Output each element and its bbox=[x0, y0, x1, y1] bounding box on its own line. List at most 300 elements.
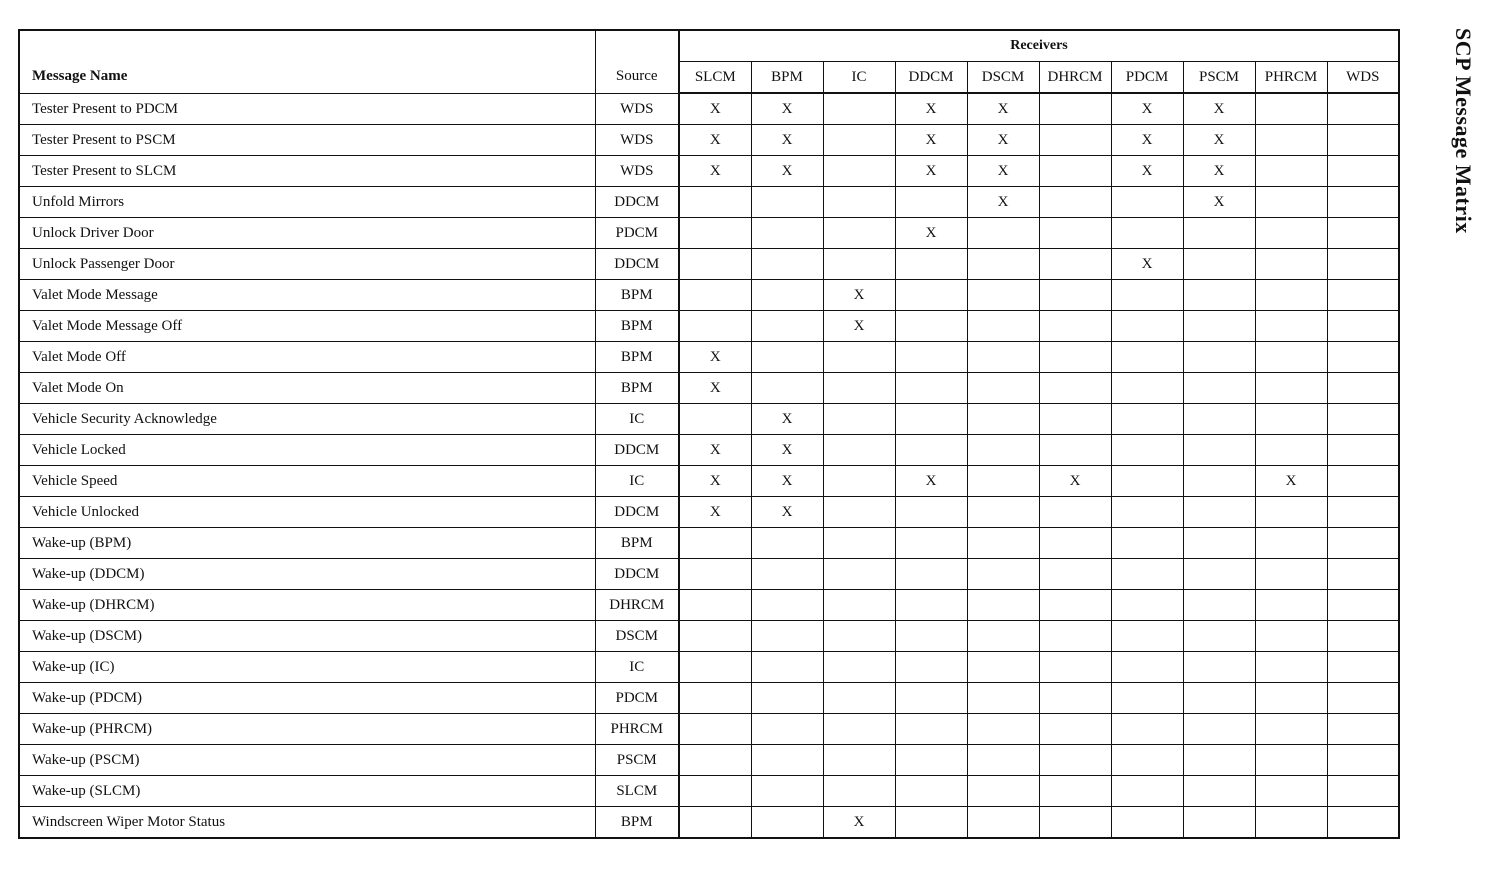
receiver-mark-cell bbox=[823, 776, 895, 807]
receiver-mark-cell bbox=[751, 311, 823, 342]
receiver-mark-cell: X bbox=[751, 156, 823, 187]
receiver-mark-cell bbox=[1327, 683, 1399, 714]
table-row bbox=[19, 807, 1399, 839]
receiver-mark-cell bbox=[751, 342, 823, 373]
receiver-mark-cell bbox=[967, 466, 1039, 497]
receiver-mark-cell bbox=[1327, 621, 1399, 652]
receiver-mark-cell: X bbox=[1111, 156, 1183, 187]
receiver-mark-cell bbox=[823, 373, 895, 404]
receiver-mark-cell bbox=[1111, 342, 1183, 373]
receiver-mark-cell bbox=[679, 218, 751, 249]
receiver-mark-cell: X bbox=[679, 373, 751, 404]
receiver-mark-cell bbox=[895, 311, 967, 342]
receiver-mark-cell bbox=[967, 280, 1039, 311]
receiver-mark-cell bbox=[1111, 280, 1183, 311]
receiver-mark-cell bbox=[1111, 404, 1183, 435]
receiver-mark-cell: X bbox=[1183, 187, 1255, 218]
receiver-header-bpm: BPM bbox=[751, 62, 823, 94]
table-row bbox=[19, 714, 1399, 745]
receiver-mark-cell bbox=[1255, 776, 1327, 807]
receiver-mark-cell bbox=[1327, 218, 1399, 249]
receiver-mark-cell: X bbox=[1183, 156, 1255, 187]
receiver-mark-cell: X bbox=[967, 156, 1039, 187]
receiver-mark-cell bbox=[1111, 745, 1183, 776]
receiver-mark-cell bbox=[1327, 807, 1399, 839]
message-name-cell: Unfold Mirrors bbox=[19, 187, 595, 218]
receiver-mark-cell bbox=[967, 311, 1039, 342]
receiver-mark-cell bbox=[823, 218, 895, 249]
message-name-cell: Unlock Passenger Door bbox=[19, 249, 595, 280]
table-row bbox=[19, 311, 1399, 342]
receiver-mark-cell bbox=[895, 435, 967, 466]
receiver-mark-cell bbox=[1183, 249, 1255, 280]
receiver-mark-cell bbox=[751, 683, 823, 714]
receiver-mark-cell bbox=[1327, 652, 1399, 683]
table-row bbox=[19, 528, 1399, 559]
receiver-mark-cell bbox=[823, 714, 895, 745]
receiver-mark-cell bbox=[1039, 280, 1111, 311]
receiver-mark-cell bbox=[1183, 497, 1255, 528]
receiver-mark-cell bbox=[823, 435, 895, 466]
receiver-mark-cell bbox=[679, 187, 751, 218]
receiver-mark-cell bbox=[823, 342, 895, 373]
receiver-mark-cell: X bbox=[895, 466, 967, 497]
receiver-mark-cell: X bbox=[1111, 249, 1183, 280]
receiver-mark-cell bbox=[1255, 156, 1327, 187]
receiver-mark-cell: X bbox=[1111, 125, 1183, 156]
message-name-cell: Tester Present to PDCM bbox=[19, 93, 595, 125]
receiver-mark-cell bbox=[967, 590, 1039, 621]
receiver-mark-cell bbox=[1039, 125, 1111, 156]
message-name-cell: Vehicle Unlocked bbox=[19, 497, 595, 528]
receiver-mark-cell bbox=[679, 683, 751, 714]
receiver-mark-cell bbox=[1255, 218, 1327, 249]
receiver-mark-cell bbox=[895, 404, 967, 435]
receiver-mark-cell bbox=[751, 559, 823, 590]
message-name-cell: Unlock Driver Door bbox=[19, 218, 595, 249]
receiver-mark-cell bbox=[967, 714, 1039, 745]
table-row bbox=[19, 683, 1399, 714]
receiver-mark-cell bbox=[1327, 466, 1399, 497]
source-cell: DDCM bbox=[595, 497, 679, 528]
receiver-mark-cell bbox=[1327, 125, 1399, 156]
receiver-mark-cell bbox=[1183, 683, 1255, 714]
receiver-mark-cell: X bbox=[679, 435, 751, 466]
receiver-mark-cell bbox=[1039, 249, 1111, 280]
receiver-mark-cell bbox=[1039, 497, 1111, 528]
receiver-mark-cell bbox=[1039, 435, 1111, 466]
source-header: Source bbox=[595, 30, 679, 93]
receiver-mark-cell bbox=[1327, 280, 1399, 311]
receiver-mark-cell bbox=[1039, 404, 1111, 435]
receiver-mark-cell bbox=[679, 621, 751, 652]
receiver-mark-cell bbox=[1183, 559, 1255, 590]
source-cell: PHRCM bbox=[595, 714, 679, 745]
receiver-mark-cell bbox=[1039, 218, 1111, 249]
receiver-mark-cell bbox=[751, 776, 823, 807]
table-row bbox=[19, 249, 1399, 280]
source-cell: BPM bbox=[595, 528, 679, 559]
source-cell: IC bbox=[595, 652, 679, 683]
receiver-mark-cell: X bbox=[679, 497, 751, 528]
receiver-mark-cell bbox=[1255, 311, 1327, 342]
receiver-mark-cell bbox=[895, 187, 967, 218]
receiver-mark-cell bbox=[967, 652, 1039, 683]
receiver-mark-cell bbox=[1255, 528, 1327, 559]
receiver-mark-cell bbox=[751, 714, 823, 745]
receiver-mark-cell: X bbox=[679, 466, 751, 497]
table-row bbox=[19, 218, 1399, 249]
receiver-mark-cell bbox=[967, 683, 1039, 714]
table-row bbox=[19, 93, 1399, 125]
table-row bbox=[19, 125, 1399, 156]
message-name-cell: Tester Present to SLCM bbox=[19, 156, 595, 187]
receiver-mark-cell bbox=[1327, 528, 1399, 559]
receiver-mark-cell bbox=[895, 497, 967, 528]
receiver-mark-cell bbox=[1183, 776, 1255, 807]
receiver-header-ic: IC bbox=[823, 62, 895, 94]
receiver-mark-cell: X bbox=[679, 156, 751, 187]
receiver-mark-cell bbox=[1039, 683, 1111, 714]
source-cell: WDS bbox=[595, 93, 679, 125]
source-cell: PSCM bbox=[595, 745, 679, 776]
receiver-mark-cell bbox=[895, 621, 967, 652]
receiver-mark-cell bbox=[1255, 683, 1327, 714]
receiver-mark-cell bbox=[1183, 714, 1255, 745]
table-row bbox=[19, 621, 1399, 652]
receiver-header-dscm: DSCM bbox=[967, 62, 1039, 94]
receiver-mark-cell bbox=[1039, 93, 1111, 125]
source-cell: IC bbox=[595, 466, 679, 497]
message-name-header: Message Name bbox=[19, 30, 595, 93]
receiver-mark-cell bbox=[1111, 590, 1183, 621]
source-cell: WDS bbox=[595, 156, 679, 187]
receiver-mark-cell bbox=[823, 745, 895, 776]
receiver-mark-cell bbox=[1039, 559, 1111, 590]
receiver-mark-cell: X bbox=[967, 125, 1039, 156]
receiver-mark-cell bbox=[1039, 187, 1111, 218]
receiver-mark-cell bbox=[1111, 807, 1183, 839]
receiver-mark-cell bbox=[967, 249, 1039, 280]
receiver-mark-cell bbox=[895, 776, 967, 807]
receiver-header-pscm: PSCM bbox=[1183, 62, 1255, 94]
source-cell: DDCM bbox=[595, 187, 679, 218]
receiver-mark-cell bbox=[1327, 497, 1399, 528]
message-name-cell: Wake-up (BPM) bbox=[19, 528, 595, 559]
receiver-mark-cell bbox=[1327, 776, 1399, 807]
receiver-header-ddcm: DDCM bbox=[895, 62, 967, 94]
table-row bbox=[19, 342, 1399, 373]
source-cell: SLCM bbox=[595, 776, 679, 807]
receiver-mark-cell bbox=[1111, 435, 1183, 466]
message-name-cell: Windscreen Wiper Motor Status bbox=[19, 807, 595, 839]
receiver-mark-cell bbox=[751, 807, 823, 839]
message-name-cell: Wake-up (PSCM) bbox=[19, 745, 595, 776]
receiver-mark-cell bbox=[1111, 621, 1183, 652]
message-name-cell: Vehicle Speed bbox=[19, 466, 595, 497]
message-name-cell: Wake-up (DSCM) bbox=[19, 621, 595, 652]
receiver-mark-cell bbox=[1183, 311, 1255, 342]
message-name-cell: Vehicle Security Acknowledge bbox=[19, 404, 595, 435]
receiver-mark-cell bbox=[823, 93, 895, 125]
receiver-mark-cell bbox=[679, 404, 751, 435]
receiver-mark-cell: X bbox=[751, 435, 823, 466]
receiver-mark-cell bbox=[823, 528, 895, 559]
receiver-mark-cell: X bbox=[823, 280, 895, 311]
receiver-mark-cell bbox=[679, 590, 751, 621]
table-row bbox=[19, 497, 1399, 528]
receiver-mark-cell bbox=[1255, 125, 1327, 156]
receiver-mark-cell bbox=[1039, 807, 1111, 839]
receiver-mark-cell bbox=[895, 590, 967, 621]
receiver-mark-cell bbox=[967, 621, 1039, 652]
receiver-mark-cell bbox=[823, 621, 895, 652]
receiver-mark-cell bbox=[751, 652, 823, 683]
receiver-mark-cell bbox=[679, 714, 751, 745]
receiver-mark-cell bbox=[823, 249, 895, 280]
source-cell: DSCM bbox=[595, 621, 679, 652]
receiver-mark-cell bbox=[1183, 590, 1255, 621]
receiver-mark-cell: X bbox=[895, 218, 967, 249]
table-row bbox=[19, 373, 1399, 404]
receiver-mark-cell: X bbox=[751, 93, 823, 125]
receiver-mark-cell bbox=[823, 466, 895, 497]
receiver-mark-cell bbox=[1183, 342, 1255, 373]
receiver-mark-cell bbox=[895, 280, 967, 311]
receiver-mark-cell bbox=[823, 187, 895, 218]
receiver-mark-cell bbox=[1039, 528, 1111, 559]
receiver-mark-cell bbox=[1111, 776, 1183, 807]
receiver-mark-cell bbox=[1039, 776, 1111, 807]
receiver-mark-cell bbox=[967, 776, 1039, 807]
receiver-mark-cell: X bbox=[1111, 93, 1183, 125]
receiver-mark-cell bbox=[1183, 745, 1255, 776]
receiver-mark-cell bbox=[1327, 404, 1399, 435]
receiver-mark-cell bbox=[1111, 714, 1183, 745]
receiver-mark-cell bbox=[967, 218, 1039, 249]
receiver-mark-cell bbox=[1111, 311, 1183, 342]
receiver-mark-cell bbox=[823, 125, 895, 156]
receiver-mark-cell bbox=[1255, 404, 1327, 435]
source-cell: DDCM bbox=[595, 435, 679, 466]
receiver-mark-cell: X bbox=[1255, 466, 1327, 497]
receiver-mark-cell bbox=[895, 528, 967, 559]
receiver-header-slcm: SLCM bbox=[679, 62, 751, 94]
receiver-mark-cell bbox=[967, 559, 1039, 590]
receiver-mark-cell bbox=[895, 373, 967, 404]
receiver-mark-cell bbox=[1183, 404, 1255, 435]
receiver-mark-cell bbox=[1183, 807, 1255, 839]
receiver-mark-cell bbox=[751, 528, 823, 559]
table-row bbox=[19, 745, 1399, 776]
source-cell: DHRCM bbox=[595, 590, 679, 621]
receiver-mark-cell bbox=[1327, 590, 1399, 621]
receiver-mark-cell bbox=[1255, 373, 1327, 404]
receiver-mark-cell bbox=[967, 404, 1039, 435]
table-row bbox=[19, 466, 1399, 497]
message-name-cell: Tester Present to PSCM bbox=[19, 125, 595, 156]
receiver-mark-cell bbox=[751, 249, 823, 280]
receiver-mark-cell bbox=[1039, 342, 1111, 373]
receiver-mark-cell bbox=[1255, 745, 1327, 776]
receiver-mark-cell bbox=[1255, 807, 1327, 839]
receiver-mark-cell bbox=[1255, 652, 1327, 683]
receiver-mark-cell bbox=[823, 156, 895, 187]
receiver-mark-cell: X bbox=[751, 466, 823, 497]
receiver-mark-cell bbox=[1255, 590, 1327, 621]
receiver-mark-cell: X bbox=[895, 156, 967, 187]
receiver-mark-cell bbox=[1039, 311, 1111, 342]
receiver-mark-cell: X bbox=[1039, 466, 1111, 497]
receiver-mark-cell bbox=[823, 590, 895, 621]
receiver-mark-cell bbox=[1039, 745, 1111, 776]
message-name-cell: Vehicle Locked bbox=[19, 435, 595, 466]
receiver-mark-cell bbox=[1255, 621, 1327, 652]
receiver-mark-cell bbox=[823, 497, 895, 528]
source-cell: BPM bbox=[595, 280, 679, 311]
matrix-body bbox=[19, 93, 1399, 838]
table-row bbox=[19, 590, 1399, 621]
receiver-header-wds: WDS bbox=[1327, 62, 1399, 94]
source-cell: BPM bbox=[595, 807, 679, 839]
receiver-mark-cell bbox=[1255, 714, 1327, 745]
receiver-mark-cell: X bbox=[1183, 93, 1255, 125]
message-name-cell: Valet Mode Message Off bbox=[19, 311, 595, 342]
receiver-mark-cell bbox=[679, 528, 751, 559]
receiver-mark-cell bbox=[1327, 435, 1399, 466]
receiver-mark-cell bbox=[1183, 218, 1255, 249]
receiver-mark-cell bbox=[1255, 559, 1327, 590]
receiver-mark-cell bbox=[679, 280, 751, 311]
message-name-cell: Wake-up (PDCM) bbox=[19, 683, 595, 714]
source-cell: PDCM bbox=[595, 683, 679, 714]
receiver-mark-cell bbox=[1039, 590, 1111, 621]
receiver-mark-cell bbox=[895, 714, 967, 745]
receiver-mark-cell bbox=[1255, 497, 1327, 528]
receiver-mark-cell bbox=[1183, 435, 1255, 466]
receiver-mark-cell bbox=[1327, 187, 1399, 218]
source-cell: PDCM bbox=[595, 218, 679, 249]
receiver-mark-cell: X bbox=[1183, 125, 1255, 156]
receiver-mark-cell bbox=[895, 249, 967, 280]
receiver-mark-cell: X bbox=[823, 807, 895, 839]
receiver-mark-cell: X bbox=[967, 93, 1039, 125]
receiver-mark-cell bbox=[1327, 249, 1399, 280]
receiver-mark-cell bbox=[1111, 466, 1183, 497]
receiver-mark-cell bbox=[1039, 652, 1111, 683]
receiver-header-dhrcm: DHRCM bbox=[1039, 62, 1111, 94]
table-row bbox=[19, 435, 1399, 466]
receiver-mark-cell bbox=[1183, 621, 1255, 652]
receiver-mark-cell bbox=[895, 559, 967, 590]
receiver-mark-cell bbox=[679, 776, 751, 807]
receiver-mark-cell: X bbox=[751, 404, 823, 435]
receiver-mark-cell: X bbox=[679, 125, 751, 156]
receiver-mark-cell bbox=[679, 745, 751, 776]
receiver-mark-cell bbox=[751, 590, 823, 621]
receiver-mark-cell bbox=[967, 373, 1039, 404]
source-cell: WDS bbox=[595, 125, 679, 156]
receiver-mark-cell bbox=[967, 497, 1039, 528]
receiver-mark-cell bbox=[1255, 249, 1327, 280]
receiver-mark-cell bbox=[751, 187, 823, 218]
receiver-mark-cell bbox=[967, 435, 1039, 466]
message-name-cell: Valet Mode On bbox=[19, 373, 595, 404]
receiver-mark-cell: X bbox=[679, 342, 751, 373]
receiver-mark-cell: X bbox=[679, 93, 751, 125]
receiver-mark-cell bbox=[1039, 714, 1111, 745]
receiver-mark-cell: X bbox=[751, 125, 823, 156]
page-title: SCP Message Matrix bbox=[1451, 28, 1476, 234]
receiver-mark-cell bbox=[751, 280, 823, 311]
receiver-mark-cell bbox=[1327, 559, 1399, 590]
receiver-mark-cell bbox=[895, 745, 967, 776]
source-cell: BPM bbox=[595, 342, 679, 373]
receiver-mark-cell bbox=[967, 528, 1039, 559]
message-name-cell: Valet Mode Message bbox=[19, 280, 595, 311]
source-cell: DDCM bbox=[595, 249, 679, 280]
receivers-header: Receivers bbox=[679, 30, 1399, 62]
receiver-mark-cell bbox=[1111, 559, 1183, 590]
receiver-mark-cell bbox=[1327, 745, 1399, 776]
table-row bbox=[19, 776, 1399, 807]
receiver-mark-cell bbox=[1327, 714, 1399, 745]
receiver-mark-cell bbox=[1327, 93, 1399, 125]
receiver-mark-cell bbox=[1039, 373, 1111, 404]
receiver-mark-cell: X bbox=[895, 125, 967, 156]
receiver-mark-cell bbox=[679, 652, 751, 683]
receiver-mark-cell bbox=[895, 342, 967, 373]
table-row bbox=[19, 559, 1399, 590]
receiver-mark-cell bbox=[967, 342, 1039, 373]
receiver-mark-cell bbox=[1327, 156, 1399, 187]
receiver-mark-cell bbox=[1111, 528, 1183, 559]
receiver-mark-cell bbox=[751, 745, 823, 776]
receiver-mark-cell bbox=[895, 807, 967, 839]
message-name-cell: Wake-up (SLCM) bbox=[19, 776, 595, 807]
message-name-cell: Wake-up (PHRCM) bbox=[19, 714, 595, 745]
receiver-mark-cell bbox=[895, 652, 967, 683]
source-cell: BPM bbox=[595, 373, 679, 404]
receiver-mark-cell bbox=[1255, 187, 1327, 218]
receiver-mark-cell bbox=[679, 311, 751, 342]
receiver-mark-cell bbox=[823, 404, 895, 435]
receiver-mark-cell: X bbox=[967, 187, 1039, 218]
receiver-mark-cell bbox=[751, 621, 823, 652]
source-cell: IC bbox=[595, 404, 679, 435]
receiver-mark-cell bbox=[895, 683, 967, 714]
receiver-mark-cell bbox=[1183, 652, 1255, 683]
receiver-mark-cell bbox=[679, 559, 751, 590]
receiver-mark-cell bbox=[1255, 93, 1327, 125]
receiver-mark-cell bbox=[679, 807, 751, 839]
receiver-mark-cell bbox=[823, 683, 895, 714]
receiver-mark-cell bbox=[1255, 280, 1327, 311]
message-name-cell: Valet Mode Off bbox=[19, 342, 595, 373]
receiver-mark-cell bbox=[1327, 342, 1399, 373]
receiver-mark-cell bbox=[1183, 373, 1255, 404]
message-matrix-table bbox=[18, 29, 1400, 839]
table-row bbox=[19, 156, 1399, 187]
receiver-mark-cell bbox=[1111, 218, 1183, 249]
receiver-mark-cell bbox=[1039, 621, 1111, 652]
receiver-mark-cell bbox=[751, 218, 823, 249]
receiver-header-pdcm: PDCM bbox=[1111, 62, 1183, 94]
receiver-mark-cell bbox=[1327, 311, 1399, 342]
table-row bbox=[19, 404, 1399, 435]
receiver-mark-cell bbox=[1111, 652, 1183, 683]
receiver-mark-cell bbox=[1183, 466, 1255, 497]
